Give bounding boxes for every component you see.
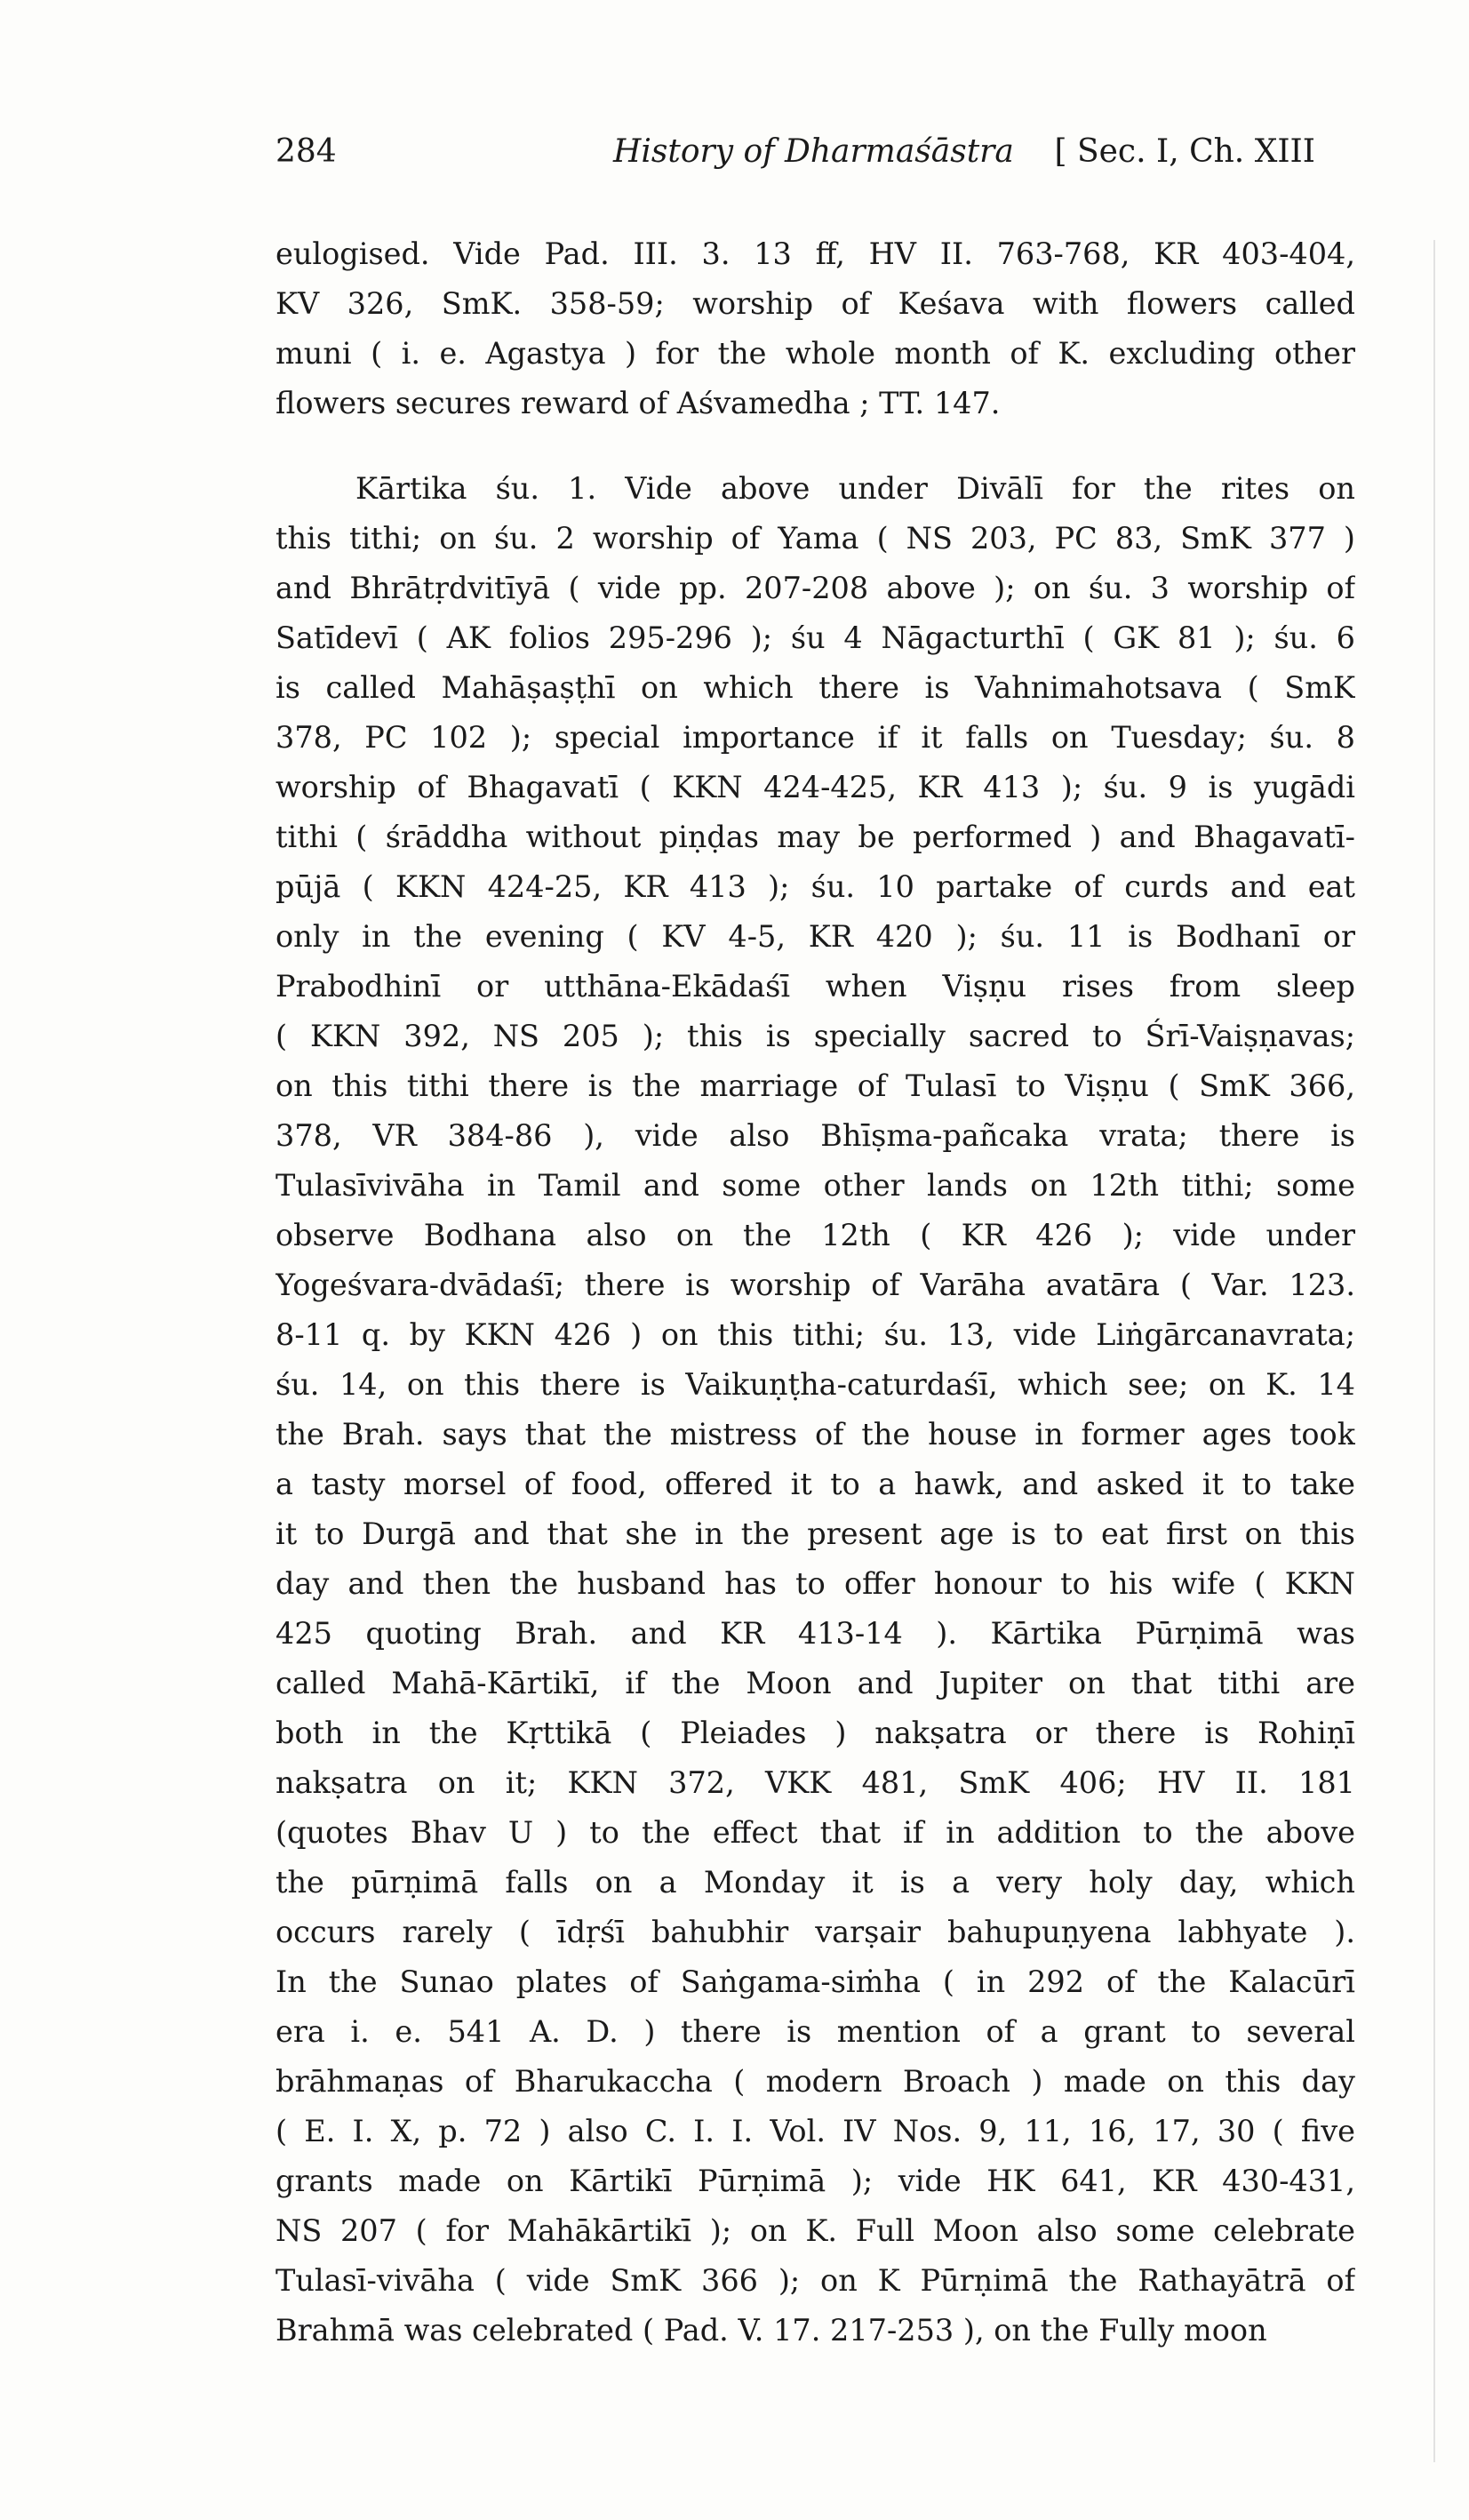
text-line: flowers secures reward of Aśvamedha ; TT. 147. [275, 386, 1001, 420]
text-line: Tulasī-vivāha ( vide SmK 366 ); on K Pūrṇimā the Rathayātrā of [275, 2263, 1355, 2298]
text-line: observe Bodhana also on the 12th ( KR 426 ); vide under [275, 1218, 1355, 1252]
text-line: 378, PC 102 ); special importance if it falls on Tuesday; śu. 8 [275, 720, 1355, 755]
text-line: worship of Bhagavatī ( KKN 424-425, KR 413 ); śu. 9 is yugādi [275, 770, 1355, 804]
text-line: called Mahā-Kārtikī, if the Moon and Jupiter on that tithi are [275, 1666, 1355, 1700]
text-line: a tasty morsel of food, offered it to a hawk, and asked it to take [275, 1467, 1355, 1501]
page-number: 284 [275, 133, 337, 170]
text-line: brāhmaṇas of Bharukaccha ( modern Broach ) made on this day [275, 2064, 1355, 2099]
text-line: muni ( i. e. Agastya ) for the whole month of K. excluding other [275, 336, 1355, 371]
section-reference: [ Sec. I, Ch. XIII [1054, 133, 1315, 170]
text-line: Prabodhinī or utthāna-Ekādaśī when Viṣṇu rises from sleep [275, 969, 1355, 1004]
text-line: 8-11 q. by KKN 426 ) on this tithi; śu. 13, vide Liṅgārcanavrata; [275, 1317, 1355, 1352]
text-line: nakṣatra on it; KKN 372, VKK 481, SmK 406; HV II. 181 [275, 1765, 1355, 1800]
text-line: and Bhrātṛdvitīyā ( vide pp. 207-208 above ); on śu. 3 worship of [275, 571, 1355, 605]
text-line: the Brah. says that the mistress of the house in former ages took [275, 1417, 1355, 1452]
text-line: śu. 14, on this there is Vaikuṇṭha-caturdaśī, which see; on K. 14 [275, 1367, 1355, 1402]
text-line: the pūrṇimā falls on a Monday it is a very holy day, which [275, 1865, 1355, 1900]
text-line: pūjā ( KKN 424-25, KR 413 ); śu. 10 partake of curds and eat [275, 869, 1355, 904]
text-line: NS 207 ( for Mahākārtikī ); on K. Full Moon also some celebrate [275, 2213, 1355, 2248]
text-line: In the Sunao plates of Saṅgama-siṁha ( in 292 of the Kalacūrī [275, 1964, 1355, 1999]
text-line: this tithi; on śu. 2 worship of Yama ( NS 203, PC 83, SmK 377 ) [275, 521, 1355, 556]
page-header [275, 133, 1315, 187]
paragraph-gap [275, 428, 1355, 464]
text-line: both in the Kṛttikā ( Pleiades ) nakṣatra or there is Rohiṇī [275, 1716, 1355, 1750]
body-text [275, 229, 1355, 2356]
text-line: Yogeśvara-dvādaśī; there is worship of Varāha avatāra ( Var. 123. [275, 1268, 1355, 1302]
text-line: (quotes Bhav U ) to the effect that if in addition to the above [275, 1815, 1355, 1850]
text-line: on this tithi there is the marriage of Tulasī to Viṣṇu ( SmK 366, [275, 1068, 1355, 1103]
text-line: Brahmā was celebrated ( Pad. V. 17. 217-253 ), on the Fully moon [275, 2313, 1267, 2348]
text-line: era i. e. 541 A. D. ) there is mention of a grant to several [275, 2014, 1355, 2049]
paragraph [275, 464, 1355, 2356]
text-line: KV 326, SmK. 358-59; worship of Keśava with flowers called [275, 286, 1355, 321]
text-line: Kārtika śu. 1. Vide above under Divālī for the rites on [355, 471, 1355, 506]
paragraph [275, 229, 1355, 428]
text-line: ( E. I. X, p. 72 ) also C. I. I. Vol. IV Nos. 9, 11, 16, 17, 30 ( five [275, 2114, 1355, 2148]
text-line: occurs rarely ( īdṛśī bahubhir varṣair bahupuṇyena labhyate ). [275, 1915, 1355, 1949]
text-line: it to Durgā and that she in the present age is to eat first on this [275, 1516, 1355, 1551]
text-line: ( KKN 392, NS 205 ); this is specially sacred to Śrī-Vaiṣṇavas; [275, 1019, 1355, 1053]
text-line: only in the evening ( KV 4-5, KR 420 ); śu. 11 is Bodhanī or [275, 919, 1355, 954]
text-line: 378, VR 384-86 ), vide also Bhīṣma-pañcaka vrata; there is [275, 1118, 1355, 1153]
running-title: History of Dharmaśāstra [613, 133, 1014, 170]
text-line: tithi ( śrāddha without piṇḍas may be performed ) and Bhagavatī- [275, 820, 1355, 854]
text-line: Satīdevī ( AK folios 295-296 ); śu 4 Nāgacturthī ( GK 81 ); śu. 6 [275, 620, 1355, 655]
text-line: day and then the husband has to offer honour to his wife ( KKN [275, 1566, 1355, 1601]
text-line: grants made on Kārtikī Pūrṇimā ); vide HK 641, KR 430-431, [275, 2164, 1355, 2198]
text-line: is called Mahāṣaṣṭhī on which there is Vahnimahotsava ( SmK [275, 670, 1355, 705]
page-edge-line [1433, 240, 1435, 2462]
text-line: eulogised. Vide Pad. III. 3. 13 ff, HV II. 763-768, KR 403-404, [275, 236, 1355, 271]
text-line: 425 quoting Brah. and KR 413-14 ). Kārtika Pūrṇimā was [275, 1616, 1355, 1651]
text-line: Tulasīvivāha in Tamil and some other lands on 12th tithi; some [275, 1168, 1355, 1203]
